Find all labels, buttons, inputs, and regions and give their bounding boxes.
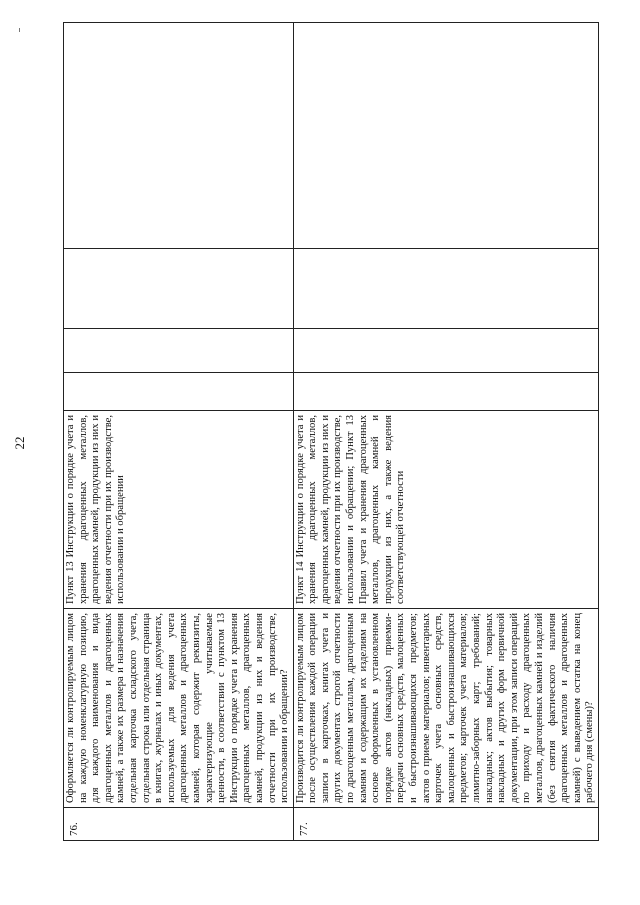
inspection-table-container bbox=[63, 23, 596, 841]
inspection-table bbox=[63, 22, 599, 841]
page-number-container bbox=[10, 428, 30, 458]
answer-yes-cell[interactable] bbox=[64, 373, 294, 411]
page-number: 22 bbox=[12, 436, 27, 450]
scan-mark bbox=[19, 28, 20, 32]
row-number: 77. bbox=[293, 808, 598, 841]
answer-yes-cell[interactable] bbox=[293, 373, 598, 411]
question-cell: Производится ли контролируемым лицом после осуществления каждой операции записи в карточках, книгах учета и других документах строгой отчетности по драгоценным металлам, драгоценным камням и содержащим их изделиям на основе оформленных в установленном порядке актов (накладных) приемки-передачи основных средств, малоценных и быстроизнашивающихся предметов; актов о приеме материалов; инвентарных карточек учета основных средств, малоценных и быстроизнашивающихся предметов; карточек учета материалов; лимитно-заборных карт; требований; накладных; актов выбытия; товарных накладных и других форм первичной документации, при этом записи операций по приходу и расходу драгоценных металлов, драгоценных камней и изделий (без снятия фактического наличия драгоценных металлов и драгоценных камней) с выведением остатка на конец рабочего дня (смены)? bbox=[293, 609, 598, 808]
question-cell: Оформляется ли контролируемым лицом на каждую номенклатурную позицию, для каждого наименования и вида драгоценных металлов и драгоценных камней, а также их размера и назначения отдельная карточка складского учета, отдельная строка или отдельная страница в книгах, журналах и иных документах, используемых для ведения учета драгоценных металлов и драгоценных камней, которая содержит реквизиты, характеризующие учитываемые ценности, в соответствии с пунктом 13 Инструкции о порядке учета и хранения драгоценных металлов, драгоценных камней, продукции из них и ведения отчетности при их производстве, использовании и обращении? bbox=[64, 609, 294, 808]
note-cell[interactable] bbox=[293, 23, 598, 249]
reference-cell: Пункт 14 Инструкции о порядке учета и хранения драгоценных металлов, драгоценных камней, продукции из них и ведения отчетности при их производстве, использовании и обращении; Пункт 13 Правил учета и хранения драгоценных металлов, драгоценных камней и продукции из них, а также ведения соответствующей отчетности bbox=[293, 411, 598, 609]
table-row bbox=[64, 23, 294, 841]
answer-no-cell[interactable] bbox=[293, 329, 598, 373]
answer-na-cell[interactable] bbox=[64, 249, 294, 329]
answer-na-cell[interactable] bbox=[293, 249, 598, 329]
row-number: 76. bbox=[64, 808, 294, 841]
reference-cell: Пункт 13 Инструкции о порядке учета и хранения драгоценных металлов, драгоценных камней, продукции из них и ведения отчетности при их производстве, использовании и обращении bbox=[64, 411, 294, 609]
note-cell[interactable] bbox=[64, 23, 294, 249]
table-row bbox=[293, 23, 598, 841]
rotated-table bbox=[63, 23, 596, 841]
answer-no-cell[interactable] bbox=[64, 329, 294, 373]
